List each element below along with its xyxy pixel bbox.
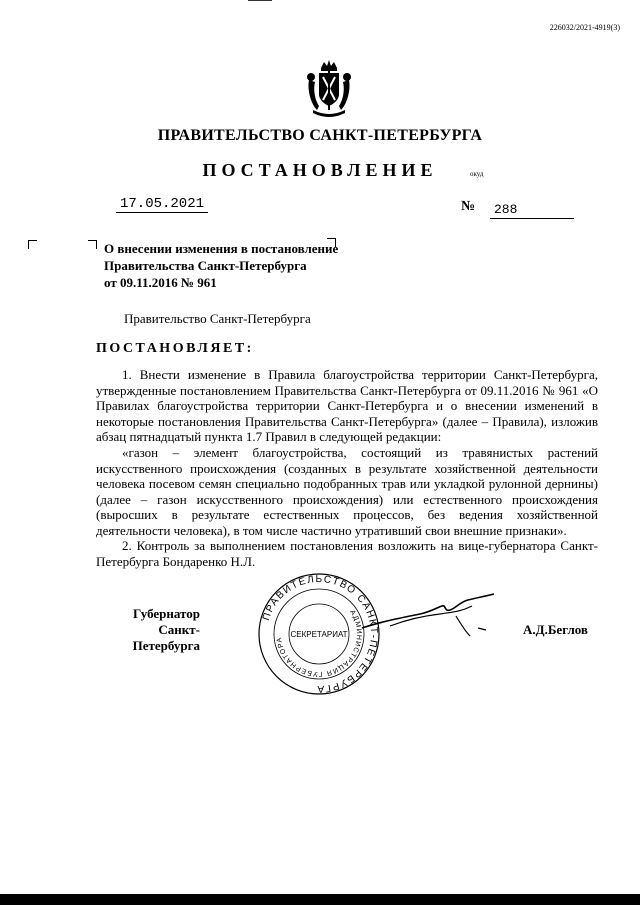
corner-mark-left — [28, 240, 37, 249]
item-1: 1. Внести изменение в Правила благоустройства территории Санкт-Петербурга, утвержденные постановлением Правительства Санкт-Петербурга от 09.11.2016 № 961 «О Правилах благоустройства территории Санкт-Петербурга и о внесении изменений в некоторые постановления Правительства Санкт-Петербурга» (далее – Правила), изложив абзац пятнадцатый пункта 1.7 Правил в следующей редакции: — [96, 367, 598, 444]
number-field — [490, 200, 574, 219]
decree-number: 288 — [494, 202, 518, 217]
resolves-heading: ПОСТАНОВЛЯЕТ: — [96, 341, 254, 356]
signatory-title-line-2: Санкт-Петербурга — [132, 622, 200, 653]
seal-center-text: СЕКРЕТАРИАТ — [290, 630, 348, 639]
signatory-name: А.Д.Беглов — [523, 622, 588, 637]
subject-line-3: от 09.11.2016 № 961 — [104, 275, 217, 290]
item-2: 2. Контроль за выполнением постановления возложить на вице-губернатора Санкт-Петербурга Бондаренко Н.Л. — [96, 538, 598, 569]
seal-outer-text: ПРАВИТЕЛЬСТВО САНКТ-ПЕТЕРБУРГА — [260, 573, 380, 695]
date-field — [116, 194, 208, 213]
preamble: Правительство Санкт-Петербурга — [124, 311, 311, 326]
seal-inner-text: АДМИНИСТРАЦИЯ ГУБЕРНАТОРА — [276, 609, 363, 678]
document-number: 226032/2021-4919(3) — [549, 23, 620, 32]
subject-line-2: Правительства Санкт-Петербурга — [104, 258, 307, 273]
coat-of-arms-icon — [305, 60, 353, 118]
decree-date: 17.05.2021 — [119, 196, 204, 212]
signatory-title-line-1: Губернатор — [132, 606, 200, 621]
decree-subject — [104, 240, 344, 291]
corner-mark-middle — [88, 240, 97, 249]
number-label: № — [461, 199, 476, 214]
okud-label: окуд — [470, 170, 484, 178]
bottom-bar — [0, 894, 640, 905]
top-rule — [248, 0, 272, 1]
handwritten-signature — [360, 592, 500, 638]
government-title: ПРАВИТЕЛЬСТВО САНКТ-ПЕТЕРБУРГА — [157, 127, 483, 144]
subject-line-1: О внесении изменения в постановление — [104, 241, 339, 256]
decree-title: ПОСТАНОВЛЕНИЕ — [202, 160, 438, 180]
definition-quote: «газон – элемент благоустройства, состоящий из травянистых растений искусственного происхождения (созданных в результате хозяйственной деятельности человека посевом семян специально подобранных трав или укладкой рулонной дернины) (далее – газон искусственного происхождения) или естественного происхождения (выросших в результате естественных процессов, без ведения хозяйственной деятельности человека), в том числе частично утративший свои внешние признаки». — [96, 445, 598, 538]
signatory-title — [92, 606, 200, 654]
